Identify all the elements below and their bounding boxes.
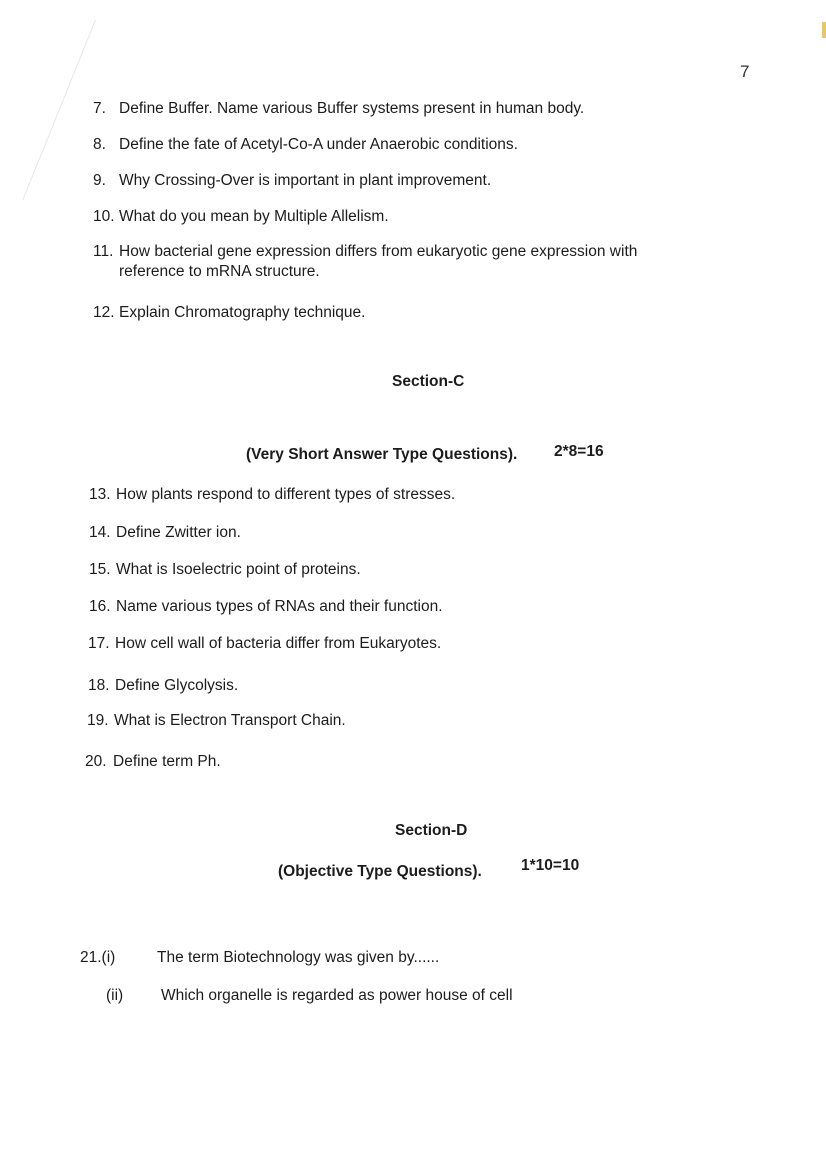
question-number: 15. [89,561,111,578]
question-text: How plants respond to different types of stresses. [116,486,456,503]
question-number: 12. [93,304,115,321]
question-number: 8. [93,136,106,153]
question-9 [93,171,491,191]
question-number: 20. [85,753,107,770]
question-number: 9. [93,172,106,189]
section-c-subtitle: (Very Short Answer Type Questions). [246,446,518,463]
question-number: 19. [87,712,109,729]
question-text: How bacterial gene expression differs from eukaryotic gene expression with reference to mRNA structure. [119,243,638,280]
question-number: 10. [93,208,115,225]
section-d-title: Section-D [395,822,468,839]
question-number: 18. [88,677,110,694]
section-d-subtitle: (Objective Type Questions). [278,863,482,880]
paper-fold-line [0,20,96,200]
question-11 [93,242,699,282]
question-18 [88,676,238,696]
handwritten-corner-mark: 7 [740,62,750,81]
question-19 [87,711,346,731]
question-text: Define the fate of Acetyl-Co-A under Anaerobic conditions. [119,136,518,153]
question-16 [89,597,443,617]
question-10 [93,207,389,227]
question-12 [93,303,365,323]
edge-mark [822,22,826,38]
question-17 [88,634,441,654]
question-text: How cell wall of bacteria differ from Eukaryotes. [115,635,442,652]
question-21-i [80,948,439,968]
question-text: The term Biotechnology was given by...... [157,949,440,966]
question-text: What is Isoelectric point of proteins. [116,561,361,578]
question-number: 13. [89,486,111,503]
question-text: Which organelle is regarded as power house of cell [161,987,513,1004]
question-text: What do you mean by Multiple Allelism. [119,208,389,225]
section-d-marks: 1*10=10 [521,857,580,874]
question-text: Define Zwitter ion. [116,524,241,541]
question-text: Define Glycolysis. [115,677,239,694]
question-text: Explain Chromatography technique. [119,304,366,321]
question-number: 7. [93,100,106,117]
question-7 [93,99,584,119]
question-number: 21.(i) [80,949,116,966]
question-21-ii [106,986,513,1006]
question-text: Define Buffer. Name various Buffer systems present in human body. [119,100,585,117]
question-number: 17. [88,635,110,652]
question-13 [89,485,455,505]
question-15 [89,560,361,580]
question-text: What is Electron Transport Chain. [114,712,346,729]
question-number: 16. [89,598,111,615]
section-c-marks: 2*8=16 [554,443,604,460]
question-20 [85,752,221,772]
question-number: 11. [93,243,114,260]
section-c-title: Section-C [392,373,465,390]
question-number: (ii) [106,987,124,1004]
question-text: Why Crossing-Over is important in plant improvement. [119,172,492,189]
question-14 [89,523,241,543]
question-text: Define term Ph. [113,753,221,770]
question-number: 14. [89,524,111,541]
question-8 [93,135,518,155]
question-text: Name various types of RNAs and their function. [116,598,443,615]
